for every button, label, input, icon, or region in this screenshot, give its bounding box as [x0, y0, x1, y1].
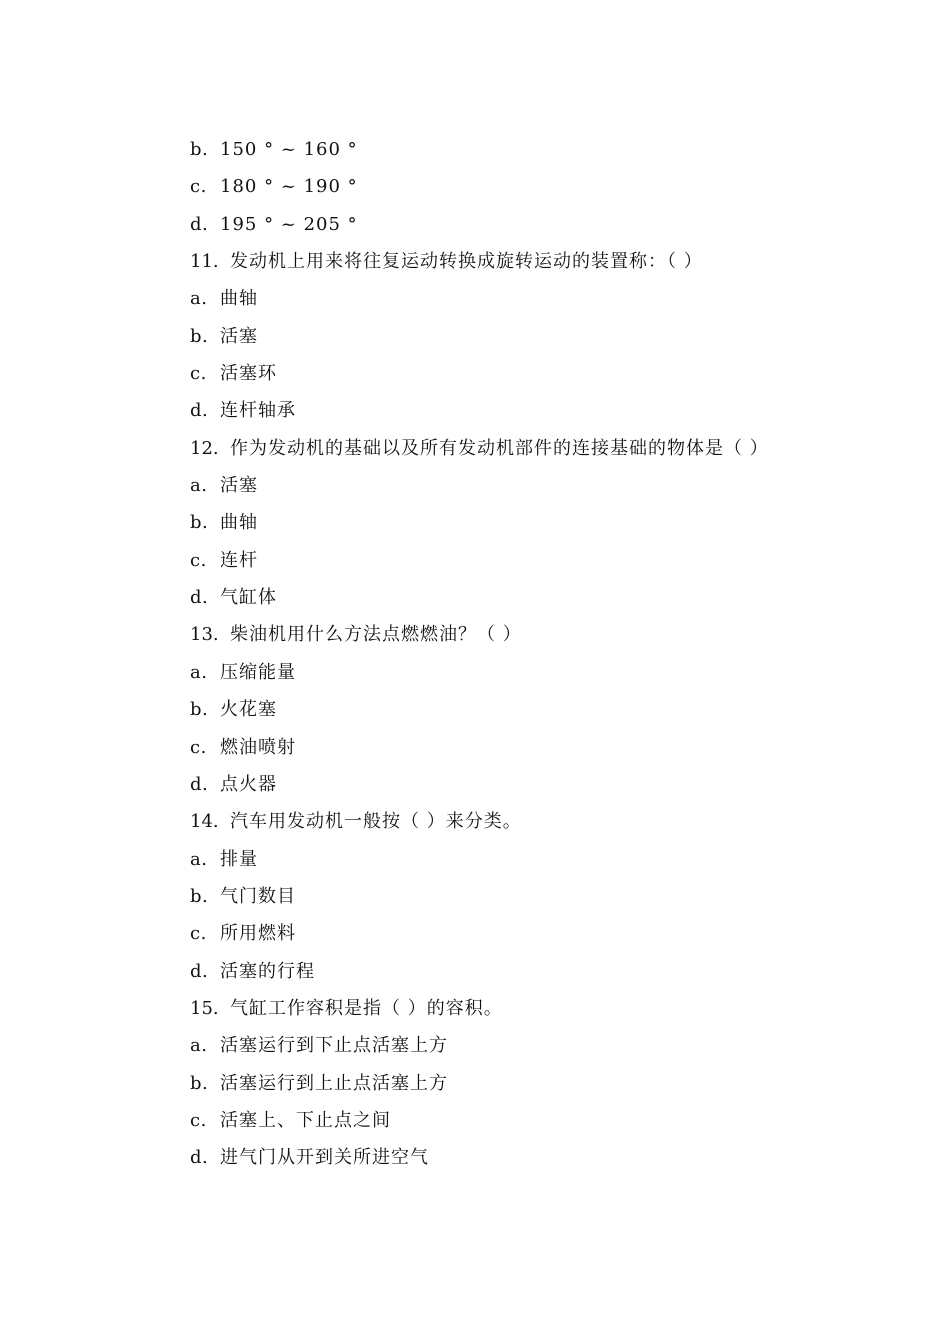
question-text: 气缸工作容积是指（ ）的容积。 — [230, 997, 503, 1019]
question-14 — [190, 806, 890, 843]
option-text: 活塞上、下止点之间 — [220, 1109, 391, 1131]
option-label: d. — [190, 213, 209, 235]
option-label: a. — [190, 1035, 208, 1057]
option-b-q12 — [190, 507, 890, 544]
option-b-q10 — [190, 134, 890, 171]
option-b-q14 — [190, 881, 890, 918]
option-text: 压缩能量 — [220, 661, 296, 683]
option-label: a. — [190, 661, 208, 683]
option-text: 活塞运行到上止点活塞上方 — [220, 1072, 448, 1094]
option-d-q12 — [190, 582, 890, 619]
option-label: c. — [190, 549, 207, 571]
question-number: 12. — [190, 437, 219, 459]
option-label: a. — [190, 848, 208, 870]
option-label: b. — [190, 885, 209, 907]
option-text: 进气门从开到关所进空气 — [220, 1147, 429, 1169]
option-label: b. — [190, 325, 209, 347]
option-c-q15 — [190, 1105, 890, 1142]
question-12 — [190, 433, 890, 470]
option-label: a. — [190, 288, 208, 310]
option-label: b. — [190, 139, 209, 160]
option-label: d. — [190, 587, 209, 609]
question-13 — [190, 619, 890, 656]
option-text: 195 ° ~ 205 ° — [220, 213, 358, 235]
option-text: 连杆 — [220, 549, 258, 571]
option-text: 活塞运行到下止点活塞上方 — [220, 1035, 448, 1057]
option-a-q15 — [190, 1030, 890, 1067]
option-text: 活塞 — [220, 325, 258, 347]
question-text: 发动机上用来将往复运动转换成旋转运动的装置称：（ ） — [230, 251, 703, 273]
option-text: 150 ° ~ 160 ° — [220, 139, 358, 160]
question-11 — [190, 246, 890, 283]
option-label: a. — [190, 475, 208, 497]
option-c-q12 — [190, 545, 890, 582]
option-d-q11 — [190, 395, 890, 432]
option-text: 曲轴 — [220, 288, 258, 310]
option-d-q10 — [190, 209, 890, 246]
question-list — [190, 134, 890, 1180]
option-a-q14 — [190, 844, 890, 881]
option-text: 曲轴 — [220, 512, 258, 534]
option-c-q10 — [190, 171, 890, 208]
question-text: 作为发动机的基础以及所有发动机部件的连接基础的物体是（ ） — [230, 437, 769, 459]
option-text: 180 ° ~ 190 ° — [220, 176, 358, 198]
option-label: d. — [190, 1147, 209, 1169]
option-label: c. — [190, 736, 207, 758]
option-b-q13 — [190, 694, 890, 731]
option-label: b. — [190, 699, 209, 721]
option-a-q12 — [190, 470, 890, 507]
option-text: 活塞的行程 — [220, 960, 315, 982]
option-text: 气缸体 — [220, 587, 277, 609]
option-text: 点火器 — [220, 773, 277, 795]
option-label: c. — [190, 363, 207, 385]
option-label: c. — [190, 923, 207, 945]
option-label: d. — [190, 960, 209, 982]
question-number: 11. — [190, 251, 219, 273]
option-d-q15 — [190, 1142, 890, 1179]
option-a-q11 — [190, 283, 890, 320]
option-b-q15 — [190, 1068, 890, 1105]
option-label: b. — [190, 512, 209, 534]
option-label: d. — [190, 773, 209, 795]
option-c-q13 — [190, 732, 890, 769]
option-c-q14 — [190, 918, 890, 955]
option-c-q11 — [190, 358, 890, 395]
option-label: b. — [190, 1072, 209, 1094]
question-15 — [190, 993, 890, 1030]
option-text: 所用燃料 — [220, 923, 296, 945]
option-b-q11 — [190, 321, 890, 358]
option-text: 气门数目 — [220, 885, 296, 907]
option-d-q14 — [190, 956, 890, 993]
option-a-q13 — [190, 657, 890, 694]
option-text: 活塞环 — [220, 363, 277, 385]
option-text: 连杆轴承 — [220, 400, 296, 422]
question-number: 13. — [190, 624, 219, 646]
option-label: c. — [190, 1109, 207, 1131]
question-number: 14. — [190, 811, 219, 833]
option-text: 燃油喷射 — [220, 736, 296, 758]
option-d-q13 — [190, 769, 890, 806]
question-text: 汽车用发动机一般按（ ）来分类。 — [230, 811, 522, 833]
option-text: 活塞 — [220, 475, 258, 497]
option-label: d. — [190, 400, 209, 422]
option-text: 火花塞 — [220, 699, 277, 721]
question-number: 15. — [190, 997, 219, 1019]
option-text: 排量 — [220, 848, 258, 870]
option-label: c. — [190, 176, 207, 198]
question-text: 柴油机用什么方法点燃燃油？（ ） — [230, 624, 522, 646]
